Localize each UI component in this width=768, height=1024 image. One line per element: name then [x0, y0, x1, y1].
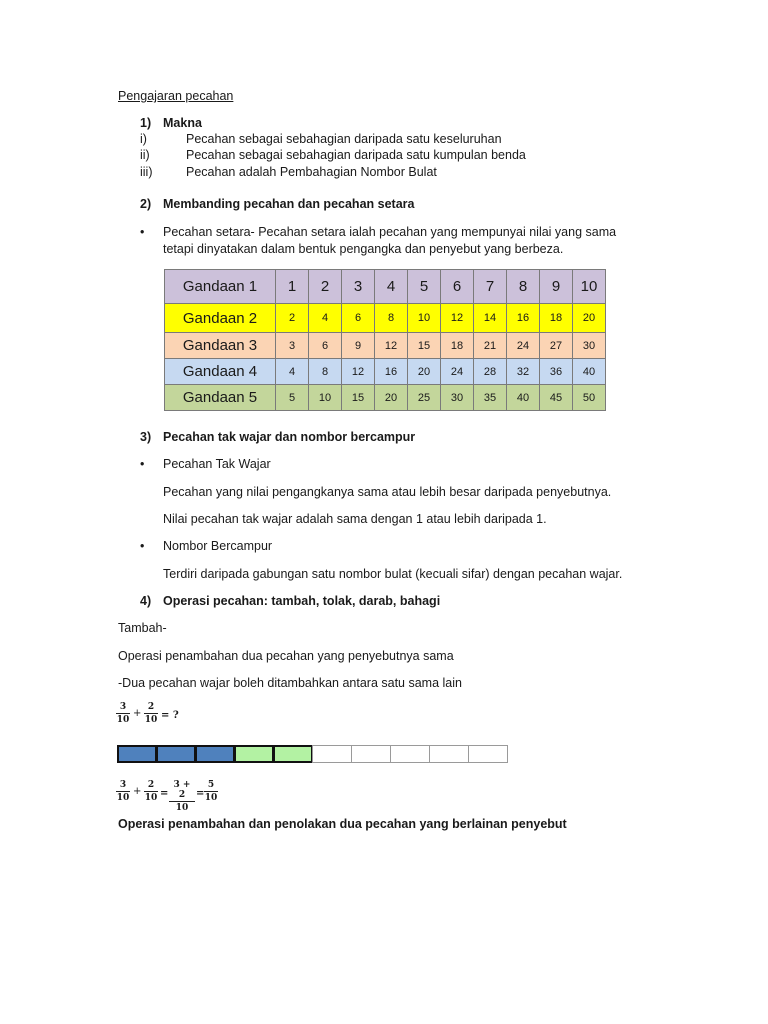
- table-cell: 24: [441, 359, 474, 385]
- section1-item-1-text: Pecahan sebagai sebahagian daripada satu keseluruhan: [186, 132, 502, 146]
- table-cell: 30: [573, 333, 606, 359]
- strip-cell-green: [273, 745, 313, 763]
- table-cell: 20: [375, 385, 408, 411]
- table-cell: 2: [309, 270, 342, 304]
- table-cell: 16: [507, 304, 540, 333]
- table-cell: 36: [540, 359, 573, 385]
- table-cell: 18: [540, 304, 573, 333]
- equals-question: = ?: [161, 710, 179, 721]
- plus-sign: +: [133, 786, 142, 797]
- table-cell: 27: [540, 333, 573, 359]
- table-cell: 20: [408, 359, 441, 385]
- table-cell: 12: [375, 333, 408, 359]
- section2-heading: Membanding pecahan dan pecahan setara: [163, 197, 415, 211]
- table-cell: 12: [342, 359, 375, 385]
- table-cell: 3: [276, 333, 309, 359]
- table-cell: 25: [408, 385, 441, 411]
- strip-cell-empty: [351, 745, 391, 763]
- table-row: [165, 304, 606, 333]
- row-label: Gandaan 1: [165, 270, 276, 304]
- strip-cell-empty: [429, 745, 469, 763]
- strip-cell-blue: [156, 745, 196, 763]
- strip-cell-empty: [468, 745, 508, 763]
- table-cell: 21: [474, 333, 507, 359]
- section1-item-2-text: Pecahan sebagai sebahagian daripada satu kumpulan benda: [186, 148, 526, 162]
- bullet: •: [140, 539, 145, 553]
- page-title: Pengajaran pecahan: [118, 89, 234, 103]
- row-label: Gandaan 4: [165, 359, 276, 385]
- table-cell: 5: [408, 270, 441, 304]
- fraction-3-10: 3 10: [116, 780, 130, 803]
- strip-cell-empty: [312, 745, 352, 763]
- table-cell: 12: [441, 304, 474, 333]
- table-cell: 4: [375, 270, 408, 304]
- row-label: Gandaan 3: [165, 333, 276, 359]
- table-cell: 28: [474, 359, 507, 385]
- section2-number: 2): [140, 197, 152, 211]
- table-cell: 8: [507, 270, 540, 304]
- footer-heading: Operasi penambahan dan penolakan dua pecahan yang berlainan penyebut: [118, 817, 567, 831]
- bullet: •: [140, 225, 145, 239]
- table-cell: 4: [276, 359, 309, 385]
- table-cell: 10: [309, 385, 342, 411]
- table-cell: 40: [573, 359, 606, 385]
- table-cell: 3: [342, 270, 375, 304]
- table-cell: 10: [408, 304, 441, 333]
- table-cell: 5: [276, 385, 309, 411]
- table-cell: 2: [276, 304, 309, 333]
- row-label: Gandaan 5: [165, 385, 276, 411]
- addition-line-1: Operasi penambahan dua pecahan yang penyebutnya sama: [118, 649, 454, 663]
- table-cell: 16: [375, 359, 408, 385]
- fraction-strip: [118, 745, 508, 763]
- section1-item-1-num: i): [140, 132, 147, 146]
- section3-heading: Pecahan tak wajar dan nombor bercampur: [163, 430, 416, 444]
- improper-fraction-paragraph-1: Pecahan yang nilai pengangkanya sama atau lebih besar daripada penyebutnya.: [163, 485, 612, 499]
- table-cell: 32: [507, 359, 540, 385]
- strip-cell-green: [234, 745, 274, 763]
- section4-heading: Operasi pecahan: tambah, tolak, darab, bahagi: [163, 594, 441, 608]
- table-cell: 35: [474, 385, 507, 411]
- table-row: [165, 270, 606, 304]
- mixed-number-heading: Nombor Bercampur: [163, 539, 273, 553]
- table-row: [165, 359, 606, 385]
- table-cell: 10: [573, 270, 606, 304]
- table-cell: 7: [474, 270, 507, 304]
- strip-cell-blue: [195, 745, 235, 763]
- table-row: [165, 333, 606, 359]
- strip-cell-empty: [390, 745, 430, 763]
- table-cell: 1: [276, 270, 309, 304]
- table-cell: 9: [342, 333, 375, 359]
- fraction-sum: 3 + 2 10: [169, 780, 195, 813]
- addition-line-2: -Dua pecahan wajar boleh ditambahkan antara satu sama lain: [118, 676, 462, 690]
- table-cell: 18: [441, 333, 474, 359]
- fraction-3-10: 3 10: [116, 702, 130, 725]
- table-cell: 6: [309, 333, 342, 359]
- section4-number: 4): [140, 594, 152, 608]
- section3-number: 3): [140, 430, 152, 444]
- equivalent-fraction-definition-line2: tetapi dinyatakan dalam bentuk pengangka dan penyebut yang berbeza.: [163, 242, 564, 256]
- improper-fraction-heading: Pecahan Tak Wajar: [163, 457, 271, 471]
- strip-cell-blue: [117, 745, 157, 763]
- table-cell: 9: [540, 270, 573, 304]
- section1-number: 1): [140, 116, 152, 130]
- multiples-table: [164, 269, 606, 411]
- table-row: [165, 385, 606, 411]
- section1-item-3-text: Pecahan adalah Pembahagian Nombor Bulat: [186, 165, 437, 179]
- fraction-5-10: 5 10: [204, 780, 218, 803]
- table-cell: 8: [375, 304, 408, 333]
- table-cell: 14: [474, 304, 507, 333]
- improper-fraction-paragraph-2: Nilai pecahan tak wajar adalah sama dengan 1 atau lebih daripada 1.: [163, 512, 547, 526]
- table-cell: 4: [309, 304, 342, 333]
- table-cell: 20: [573, 304, 606, 333]
- table-cell: 6: [441, 270, 474, 304]
- table-cell: 15: [408, 333, 441, 359]
- equals-sign: =: [160, 788, 169, 799]
- table-cell: 24: [507, 333, 540, 359]
- section1-heading: Makna: [163, 116, 202, 130]
- section1-item-3-num: iii): [140, 165, 153, 179]
- row-label: Gandaan 2: [165, 304, 276, 333]
- equivalent-fraction-definition-line1: Pecahan setara- Pecahan setara ialah pecahan yang mempunyai nilai yang sama: [163, 225, 617, 239]
- table-cell: 50: [573, 385, 606, 411]
- section1-item-2-num: ii): [140, 148, 150, 162]
- plus-sign: +: [133, 708, 142, 719]
- fraction-2-10: 2 10: [144, 702, 158, 725]
- table-cell: 15: [342, 385, 375, 411]
- bullet: •: [140, 457, 145, 471]
- equals-sign: =: [196, 788, 205, 799]
- table-cell: 8: [309, 359, 342, 385]
- addition-label: Tambah-: [118, 621, 167, 635]
- fraction-2-10: 2 10: [144, 780, 158, 803]
- table-cell: 45: [540, 385, 573, 411]
- table-cell: 6: [342, 304, 375, 333]
- mixed-number-paragraph: Terdiri daripada gabungan satu nombor bulat (kecuali sifar) dengan pecahan wajar.: [163, 567, 623, 581]
- table-cell: 30: [441, 385, 474, 411]
- table-cell: 40: [507, 385, 540, 411]
